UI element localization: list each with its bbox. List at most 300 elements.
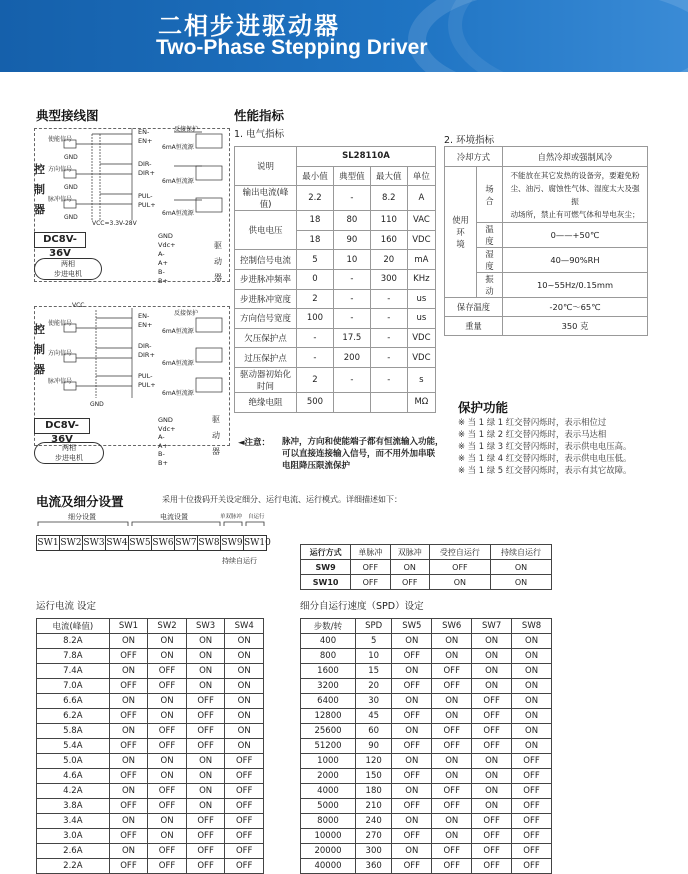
table-cell: 110 bbox=[370, 211, 407, 231]
table-cell: OFF bbox=[225, 784, 264, 799]
table-cell: - bbox=[370, 309, 407, 329]
table-cell: 4000 bbox=[301, 784, 356, 799]
table-row bbox=[37, 724, 264, 739]
run-current-table: 电流(峰值) SW1 SW2 SW3 SW4 8.2A ON ON ON ON 7.8A OFF ON ON ON 7.4A ON OFF ON ON 7.0A OFF OFF ON ON 6.6A ON ON OFF ON 6.2A OFF ON OFF ON 5.8A ON OFF OFF ON 5.4A OFF OFF OFF ON 5.0A ON ON ON OFF 4.6A OFF ON ON OFF 4.2A ON OFF ON OFF 3.8A OFF OFF ON OFF 3.4A ON ON OFF OFF 3.0A OFF ON OFF OFF 2.6A ON OFF OFF OFF 2.2A OFF OFF OFF OFF bbox=[36, 618, 264, 874]
table-cell: 6400 bbox=[301, 694, 356, 709]
table-cell: OFF bbox=[186, 709, 225, 724]
table-cell: OFF bbox=[390, 575, 429, 590]
table-cell: ON bbox=[225, 664, 264, 679]
table-row bbox=[301, 649, 552, 664]
table-cell: OFF bbox=[186, 814, 225, 829]
table-cell: OFF bbox=[186, 829, 225, 844]
subdivision-title: 细分自运行速度（SPD）设定 bbox=[300, 601, 424, 612]
table-cell: OFF bbox=[351, 560, 390, 575]
table-cell: ON bbox=[148, 829, 187, 844]
protection-title: 保护功能 bbox=[458, 400, 509, 415]
table-cell: 5000 bbox=[301, 799, 356, 814]
table-cell: 过压保护点 bbox=[235, 348, 297, 368]
table-cell: OFF bbox=[512, 814, 552, 829]
table-row bbox=[37, 754, 264, 769]
banner-decoration bbox=[408, 0, 688, 72]
table-cell: ON bbox=[472, 679, 512, 694]
dip-switch: SW1 bbox=[36, 535, 60, 551]
table-row bbox=[301, 799, 552, 814]
table-cell: ON bbox=[392, 694, 432, 709]
table-cell: - bbox=[370, 348, 407, 368]
table-cell: 18 bbox=[297, 230, 334, 250]
pulse-signal-label: 脉冲信号 bbox=[48, 196, 73, 203]
table-cell: OFF bbox=[432, 844, 472, 859]
table-cell: ON bbox=[392, 814, 432, 829]
table-cell: OFF bbox=[109, 859, 148, 874]
table-cell: OFF bbox=[225, 769, 264, 784]
table-cell: 20 bbox=[355, 679, 391, 694]
table-cell: - bbox=[370, 328, 407, 348]
table-cell: A bbox=[407, 186, 435, 211]
table-cell: OFF bbox=[109, 649, 148, 664]
table-cell: 2 bbox=[297, 367, 334, 392]
table-cell: OFF bbox=[148, 859, 187, 874]
protection-list bbox=[458, 416, 631, 476]
table-row bbox=[37, 769, 264, 784]
table-cell: OFF bbox=[392, 709, 432, 724]
table-cell: ON bbox=[392, 634, 432, 649]
vcc-note: VCC=3.3V-28V bbox=[92, 220, 137, 227]
dip-switch-row bbox=[36, 530, 271, 551]
table-cell: - bbox=[297, 348, 334, 368]
wiring-diagram-bottom: 控 制 器 VCC 使能信号 方向信号 脉冲信号 GND EN- EN+ DIR- DIR+ PUL- PUL+ 反接保护 6mA恒流源 6mA恒流源 6mA恒流源 bbox=[34, 298, 234, 448]
table-cell: OFF bbox=[472, 859, 512, 874]
table-cell: s bbox=[407, 367, 435, 392]
table-cell: OFF bbox=[225, 859, 264, 874]
table-cell: 400 bbox=[301, 634, 356, 649]
table-cell: 4.6A bbox=[37, 769, 110, 784]
table-cell: 3.0A bbox=[37, 829, 110, 844]
table-cell: 1600 bbox=[301, 664, 356, 679]
table-cell: ON bbox=[186, 784, 225, 799]
table-cell: 5.0A bbox=[37, 754, 110, 769]
table-cell: OFF bbox=[432, 739, 472, 754]
table-row bbox=[301, 739, 552, 754]
table-cell: ON bbox=[472, 799, 512, 814]
environment-table: 冷却方式 自然冷却或强制风冷 使用环 境 场 合 不能放在其它发热的设备旁，要避免粉 尘、油污、腐蚀性气体、湿度太大及强振 动场所，禁止有可燃气体和导电灰尘； 温 度 0——+50℃ 湿 度 40—90%RH 振 动 10~55Hz/0.15mm 保存温度 -20℃～65℃ 重量 350 克 bbox=[444, 146, 648, 336]
table-cell: 5 bbox=[355, 634, 391, 649]
continuous-run-label: 持续自运行 bbox=[222, 557, 257, 565]
table-cell: OFF bbox=[432, 799, 472, 814]
table-cell: 3.4A bbox=[37, 814, 110, 829]
note-title: ◄注意： bbox=[238, 438, 271, 448]
current-desc: 采用十位拨码开关设定细分、运行电流、运行模式。详细描述如下： bbox=[162, 495, 402, 504]
table-cell: ON bbox=[490, 560, 551, 575]
table-cell: ON bbox=[432, 769, 472, 784]
wiring-title: 典型接线图 bbox=[36, 108, 99, 123]
table-cell: ON bbox=[186, 754, 225, 769]
table-row bbox=[37, 829, 264, 844]
table-cell: 4.2A bbox=[37, 784, 110, 799]
table-cell: OFF bbox=[148, 739, 187, 754]
table-row bbox=[37, 814, 264, 829]
table-cell: - bbox=[333, 289, 370, 309]
table-cell: ON bbox=[432, 709, 472, 724]
table-cell: OFF bbox=[148, 679, 187, 694]
table-row bbox=[301, 814, 552, 829]
table-cell: 210 bbox=[355, 799, 391, 814]
table-cell: ON bbox=[225, 649, 264, 664]
table-cell: OFF bbox=[225, 814, 264, 829]
table-cell: ON bbox=[432, 754, 472, 769]
table-cell: OFF bbox=[186, 724, 225, 739]
table-row bbox=[301, 829, 552, 844]
table-cell: 方向信号宽度 bbox=[235, 309, 297, 329]
table-cell: ON bbox=[429, 575, 490, 590]
table-cell: OFF bbox=[512, 844, 552, 859]
table-cell: 10 bbox=[333, 250, 370, 270]
wiring-diagram-top: 控 制 器 使能信号 方向信号 脉冲信号 VCC=3.3V-28V GND GND GND EN- EN+ DIR- DIR+ PUL- PUL+ 反接保护 6mA恒流源 6mA恒流源 6mA恒流源 DC8V-36V 两相 步进电机 GND Vdc+ A- A+ B- B+ 驱 动 器 bbox=[34, 120, 234, 285]
dip-switch-diagram: 细分设置 电流设置 单双脉冲 自运行 SW1 SW2 SW3 SW4 SW5 SW6 SW7 SW8 SW9SW10 持续自运行 bbox=[37, 513, 271, 565]
table-row bbox=[235, 367, 436, 392]
header-banner bbox=[0, 0, 688, 72]
table-row bbox=[37, 844, 264, 859]
table-cell: OFF bbox=[351, 575, 390, 590]
table-cell: OFF bbox=[432, 784, 472, 799]
table-cell: ON bbox=[432, 634, 472, 649]
dip-switch: SW9 bbox=[220, 535, 244, 551]
table-cell: - bbox=[297, 328, 334, 348]
table-cell: ON bbox=[512, 634, 552, 649]
table-row bbox=[301, 694, 552, 709]
table-cell: OFF bbox=[432, 859, 472, 874]
table-cell: ON bbox=[392, 844, 432, 859]
table-row bbox=[235, 250, 436, 270]
table-cell: ON bbox=[472, 634, 512, 649]
table-cell: 3.8A bbox=[37, 799, 110, 814]
table-cell: OFF bbox=[472, 709, 512, 724]
ctrl-label: 控 bbox=[34, 163, 45, 176]
table-cell: SW10 bbox=[301, 575, 351, 590]
table-cell: ON bbox=[109, 634, 148, 649]
table-cell: ON bbox=[472, 784, 512, 799]
table-cell: OFF bbox=[148, 799, 187, 814]
table-cell: 30 bbox=[355, 694, 391, 709]
table-cell: 2.2A bbox=[37, 859, 110, 874]
table-cell: 18 bbox=[297, 211, 334, 231]
table-cell: ON bbox=[148, 814, 187, 829]
table-cell: - bbox=[333, 269, 370, 289]
table-cell: 45 bbox=[355, 709, 391, 724]
table-cell: VDC bbox=[407, 348, 435, 368]
table-cell: ON bbox=[186, 769, 225, 784]
table-cell: MΩ bbox=[407, 392, 435, 412]
table-row bbox=[235, 269, 436, 289]
table-cell: 500 bbox=[297, 392, 334, 412]
power-supply-box: DC8V-36V bbox=[34, 232, 86, 248]
table-cell bbox=[370, 392, 407, 412]
table-cell: ON bbox=[148, 634, 187, 649]
table-cell: OFF bbox=[472, 844, 512, 859]
table-cell: ON bbox=[225, 739, 264, 754]
table-row bbox=[37, 634, 264, 649]
table-cell: - bbox=[333, 309, 370, 329]
subdivision-table: 步数/转 SPD SW5 SW6 SW7 SW8 400 5 ON ON ON ON 800 10 OFF ON ON ON 1600 15 ON OFF ON ON 3200 20 OFF OFF ON ON 6400 30 ON ON OFF ON 12800 45 OFF ON OFF ON 25600 60 ON OFF OFF ON 51200 90 OFF OFF OFF ON 1000 120 ON ON ON OFF 2000 150 OFF ON ON OFF 4000 180 ON OFF ON OFF 5000 210 OFF OFF ON OFF 8000 240 ON ON OFF OFF 10000 270 OFF ON OFF OFF 20000 300 ON OFF OFF OFF 40000 360 OFF OFF OFF OFF bbox=[300, 618, 552, 874]
run-mode-table: 运行方式 单脉冲 双脉冲 受控自运行 持续自运行 SW9 OFF ON OFF ON SW10 OFF OFF ON ON bbox=[300, 544, 552, 590]
table-cell: 160 bbox=[370, 230, 407, 250]
table-cell: 8000 bbox=[301, 814, 356, 829]
table-cell: us bbox=[407, 309, 435, 329]
table-cell bbox=[333, 392, 370, 412]
protection-item: ※ 当 1 绿 2 红交替闪烁时，表示马达相 bbox=[458, 429, 607, 439]
table-cell: OFF bbox=[432, 664, 472, 679]
table-cell: OFF bbox=[472, 694, 512, 709]
table-cell: OFF bbox=[109, 769, 148, 784]
table-cell: OFF bbox=[472, 829, 512, 844]
table-cell: mA bbox=[407, 250, 435, 270]
protection-item: ※ 当 1 绿 5 红交替闪烁时，表示有其它故障。 bbox=[458, 465, 632, 475]
enable-signal-label: 使能信号 bbox=[48, 136, 73, 143]
table-cell: 3200 bbox=[301, 679, 356, 694]
table-cell: 6.2A bbox=[37, 709, 110, 724]
table-cell: 120 bbox=[355, 754, 391, 769]
table-row bbox=[37, 859, 264, 874]
table-cell: ON bbox=[392, 724, 432, 739]
table-cell: 300 bbox=[355, 844, 391, 859]
table-cell: 7.0A bbox=[37, 679, 110, 694]
table-cell: 51200 bbox=[301, 739, 356, 754]
table-cell: ON bbox=[472, 754, 512, 769]
table-cell: 10000 bbox=[301, 829, 356, 844]
table-cell: 150 bbox=[355, 769, 391, 784]
table-cell: - bbox=[370, 367, 407, 392]
table-row bbox=[301, 754, 552, 769]
table-cell: OFF bbox=[109, 739, 148, 754]
table-cell: OFF bbox=[512, 859, 552, 874]
table-row bbox=[301, 769, 552, 784]
table-cell: OFF bbox=[148, 784, 187, 799]
table-cell: ON bbox=[472, 769, 512, 784]
table-cell: OFF bbox=[225, 844, 264, 859]
table-cell: OFF bbox=[186, 694, 225, 709]
table-cell: 12800 bbox=[301, 709, 356, 724]
current-title: 电流及细分设置 bbox=[36, 494, 124, 509]
table-cell: OFF bbox=[472, 739, 512, 754]
table-cell: OFF bbox=[429, 560, 490, 575]
table-cell: ON bbox=[432, 829, 472, 844]
table-cell: ON bbox=[109, 844, 148, 859]
table-cell: ON bbox=[512, 649, 552, 664]
table-cell: OFF bbox=[512, 799, 552, 814]
table-cell: OFF bbox=[392, 649, 432, 664]
table-cell: ON bbox=[472, 649, 512, 664]
table-row bbox=[37, 784, 264, 799]
table-cell: VDC bbox=[407, 328, 435, 348]
table-cell: ON bbox=[148, 694, 187, 709]
protection-item: ※ 当 1 绿 3 红交替闪烁时，表示供电电压高。 bbox=[458, 441, 632, 451]
table-cell: ON bbox=[512, 709, 552, 724]
table-cell: ON bbox=[109, 814, 148, 829]
table-cell: ON bbox=[512, 724, 552, 739]
table-cell: ON bbox=[186, 664, 225, 679]
table-cell: 7.8A bbox=[37, 649, 110, 664]
table-row bbox=[301, 784, 552, 799]
table-cell: ON bbox=[432, 649, 472, 664]
table-cell: 60 bbox=[355, 724, 391, 739]
table-cell: 步进脉冲宽度 bbox=[235, 289, 297, 309]
table-cell: OFF bbox=[186, 859, 225, 874]
table-cell: OFF bbox=[472, 814, 512, 829]
table-row bbox=[301, 859, 552, 874]
table-row bbox=[235, 392, 436, 412]
table-cell: ON bbox=[109, 724, 148, 739]
table-cell: ON bbox=[512, 679, 552, 694]
table-cell: VDC bbox=[407, 230, 435, 250]
table-cell: OFF bbox=[392, 679, 432, 694]
table-cell: 300 bbox=[370, 269, 407, 289]
table-cell: OFF bbox=[512, 784, 552, 799]
table-row bbox=[37, 679, 264, 694]
motor-symbol: 两相 步进电机 bbox=[34, 258, 102, 280]
table-cell: 80 bbox=[333, 211, 370, 231]
table-cell: OFF bbox=[512, 829, 552, 844]
table-cell: ON bbox=[148, 769, 187, 784]
table-cell: ON bbox=[225, 709, 264, 724]
driver-label: 驱 bbox=[214, 241, 222, 250]
table-row bbox=[37, 649, 264, 664]
protection-item: ※ 当 1 绿 4 红交替闪烁时，表示供电电压低。 bbox=[458, 453, 632, 463]
table-cell: 180 bbox=[355, 784, 391, 799]
table-cell: ON bbox=[225, 679, 264, 694]
table-cell: 步进脉冲频率 bbox=[235, 269, 297, 289]
table-cell: ON bbox=[432, 694, 472, 709]
table-row bbox=[37, 709, 264, 724]
table-row bbox=[235, 328, 436, 348]
table-cell: ON bbox=[390, 560, 429, 575]
table-cell: SW9 bbox=[301, 560, 351, 575]
table-cell: 20000 bbox=[301, 844, 356, 859]
table-cell: - bbox=[333, 367, 370, 392]
table-cell: OFF bbox=[432, 724, 472, 739]
table-row bbox=[301, 634, 552, 649]
table-row bbox=[235, 309, 436, 329]
table-cell: ON bbox=[432, 814, 472, 829]
table-cell: 5.8A bbox=[37, 724, 110, 739]
electrical-subtitle: 1. 电气指标 bbox=[234, 129, 285, 140]
table-cell: ON bbox=[109, 784, 148, 799]
table-cell: 2 bbox=[297, 289, 334, 309]
table-cell: 8.2 bbox=[370, 186, 407, 211]
table-cell: OFF bbox=[392, 859, 432, 874]
table-cell: 25600 bbox=[301, 724, 356, 739]
table-cell: 2.6A bbox=[37, 844, 110, 859]
table-row bbox=[301, 709, 552, 724]
table-cell: 800 bbox=[301, 649, 356, 664]
table-cell: ON bbox=[512, 694, 552, 709]
table-cell: OFF bbox=[225, 799, 264, 814]
table-cell: 15 bbox=[355, 664, 391, 679]
table-cell: ON bbox=[148, 709, 187, 724]
table-row bbox=[235, 186, 436, 211]
table-cell: 驱动器初始化时间 bbox=[235, 367, 297, 392]
table-cell: 5 bbox=[297, 250, 334, 270]
dip-switch: SW8 bbox=[197, 535, 221, 551]
table-cell: 360 bbox=[355, 859, 391, 874]
table-cell: 控制信号电流 bbox=[235, 250, 297, 270]
table-cell: OFF bbox=[148, 844, 187, 859]
table-cell: 供电电压 bbox=[235, 211, 297, 250]
table-cell: 200 bbox=[333, 348, 370, 368]
table-row bbox=[301, 724, 552, 739]
table-row bbox=[235, 211, 436, 231]
table-cell: OFF bbox=[186, 844, 225, 859]
table-cell: ON bbox=[186, 634, 225, 649]
table-cell: 2.2 bbox=[297, 186, 334, 211]
table-cell: OFF bbox=[109, 709, 148, 724]
table-cell: OFF bbox=[109, 679, 148, 694]
table-cell: us bbox=[407, 289, 435, 309]
table-cell: ON bbox=[186, 799, 225, 814]
table-cell: ON bbox=[472, 664, 512, 679]
table-cell: ON bbox=[490, 575, 551, 590]
table-cell: 8.2A bbox=[37, 634, 110, 649]
power-supply-box: DC8V-36V bbox=[34, 418, 90, 434]
table-row bbox=[301, 575, 552, 590]
table-cell: 100 bbox=[297, 309, 334, 329]
dip-switch: SW3 bbox=[82, 535, 106, 551]
dip-switch: SW10 bbox=[243, 535, 267, 551]
table-cell: OFF bbox=[109, 799, 148, 814]
env-subtitle: 2. 环境指标 bbox=[444, 135, 495, 146]
table-cell: ON bbox=[225, 694, 264, 709]
table-cell: ON bbox=[186, 679, 225, 694]
table-row bbox=[301, 664, 552, 679]
table-cell: 90 bbox=[355, 739, 391, 754]
table-cell: OFF bbox=[392, 799, 432, 814]
table-cell: 40000 bbox=[301, 859, 356, 874]
dip-switch: SW2 bbox=[59, 535, 83, 551]
table-cell: OFF bbox=[392, 769, 432, 784]
table-cell: OFF bbox=[109, 829, 148, 844]
table-row bbox=[37, 799, 264, 814]
table-cell: 7.4A bbox=[37, 664, 110, 679]
table-row bbox=[37, 694, 264, 709]
table-cell: KHz bbox=[407, 269, 435, 289]
table-cell: OFF bbox=[512, 754, 552, 769]
table-cell: 90 bbox=[333, 230, 370, 250]
table-cell: OFF bbox=[432, 679, 472, 694]
table-cell: 绝缘电阻 bbox=[235, 392, 297, 412]
table-cell: ON bbox=[392, 784, 432, 799]
table-cell: 270 bbox=[355, 829, 391, 844]
table-cell: 10 bbox=[355, 649, 391, 664]
table-cell: 输出电流(峰值) bbox=[235, 186, 297, 211]
electrical-spec-table: 说明 SL28110A 最小值 典型值 最大值 单位 输出电流(峰值) 2.2 - 8.2 A 供电电压 18 80 110 VAC 18 90 160 VDC 控制信号电流 5 10 20 mA 步进脉冲频率 0 - 300 KHz 步进脉冲宽度 2 - - us 方向信号宽度 100 - - us 欠压保护点 - 17.5 - VDC 过压保护点 - 200 - VDC 驱动器初始化时间 2 - - s 绝缘电阻 500 MΩ bbox=[234, 146, 436, 413]
table-cell: ON bbox=[148, 649, 187, 664]
table-row bbox=[37, 664, 264, 679]
table-row bbox=[37, 739, 264, 754]
note-text: 脉冲，方向和使能端子都有恒流输入功能， 可以直接连接输入信号，而不用外加串联 电阻降压限流保护 bbox=[282, 437, 444, 471]
table-cell: OFF bbox=[225, 829, 264, 844]
table-cell: OFF bbox=[392, 739, 432, 754]
table-cell: ON bbox=[148, 754, 187, 769]
perf-title: 性能指标 bbox=[234, 108, 285, 123]
table-cell: ON bbox=[512, 664, 552, 679]
table-row bbox=[235, 348, 436, 368]
table-cell: ON bbox=[225, 634, 264, 649]
motor-symbol: 两相 步进电机 bbox=[34, 442, 104, 464]
table-cell: 6.6A bbox=[37, 694, 110, 709]
title-cn: 二相步进驱动器 bbox=[158, 12, 340, 40]
table-cell: 240 bbox=[355, 814, 391, 829]
table-cell: - bbox=[370, 289, 407, 309]
dip-switch: SW7 bbox=[174, 535, 198, 551]
